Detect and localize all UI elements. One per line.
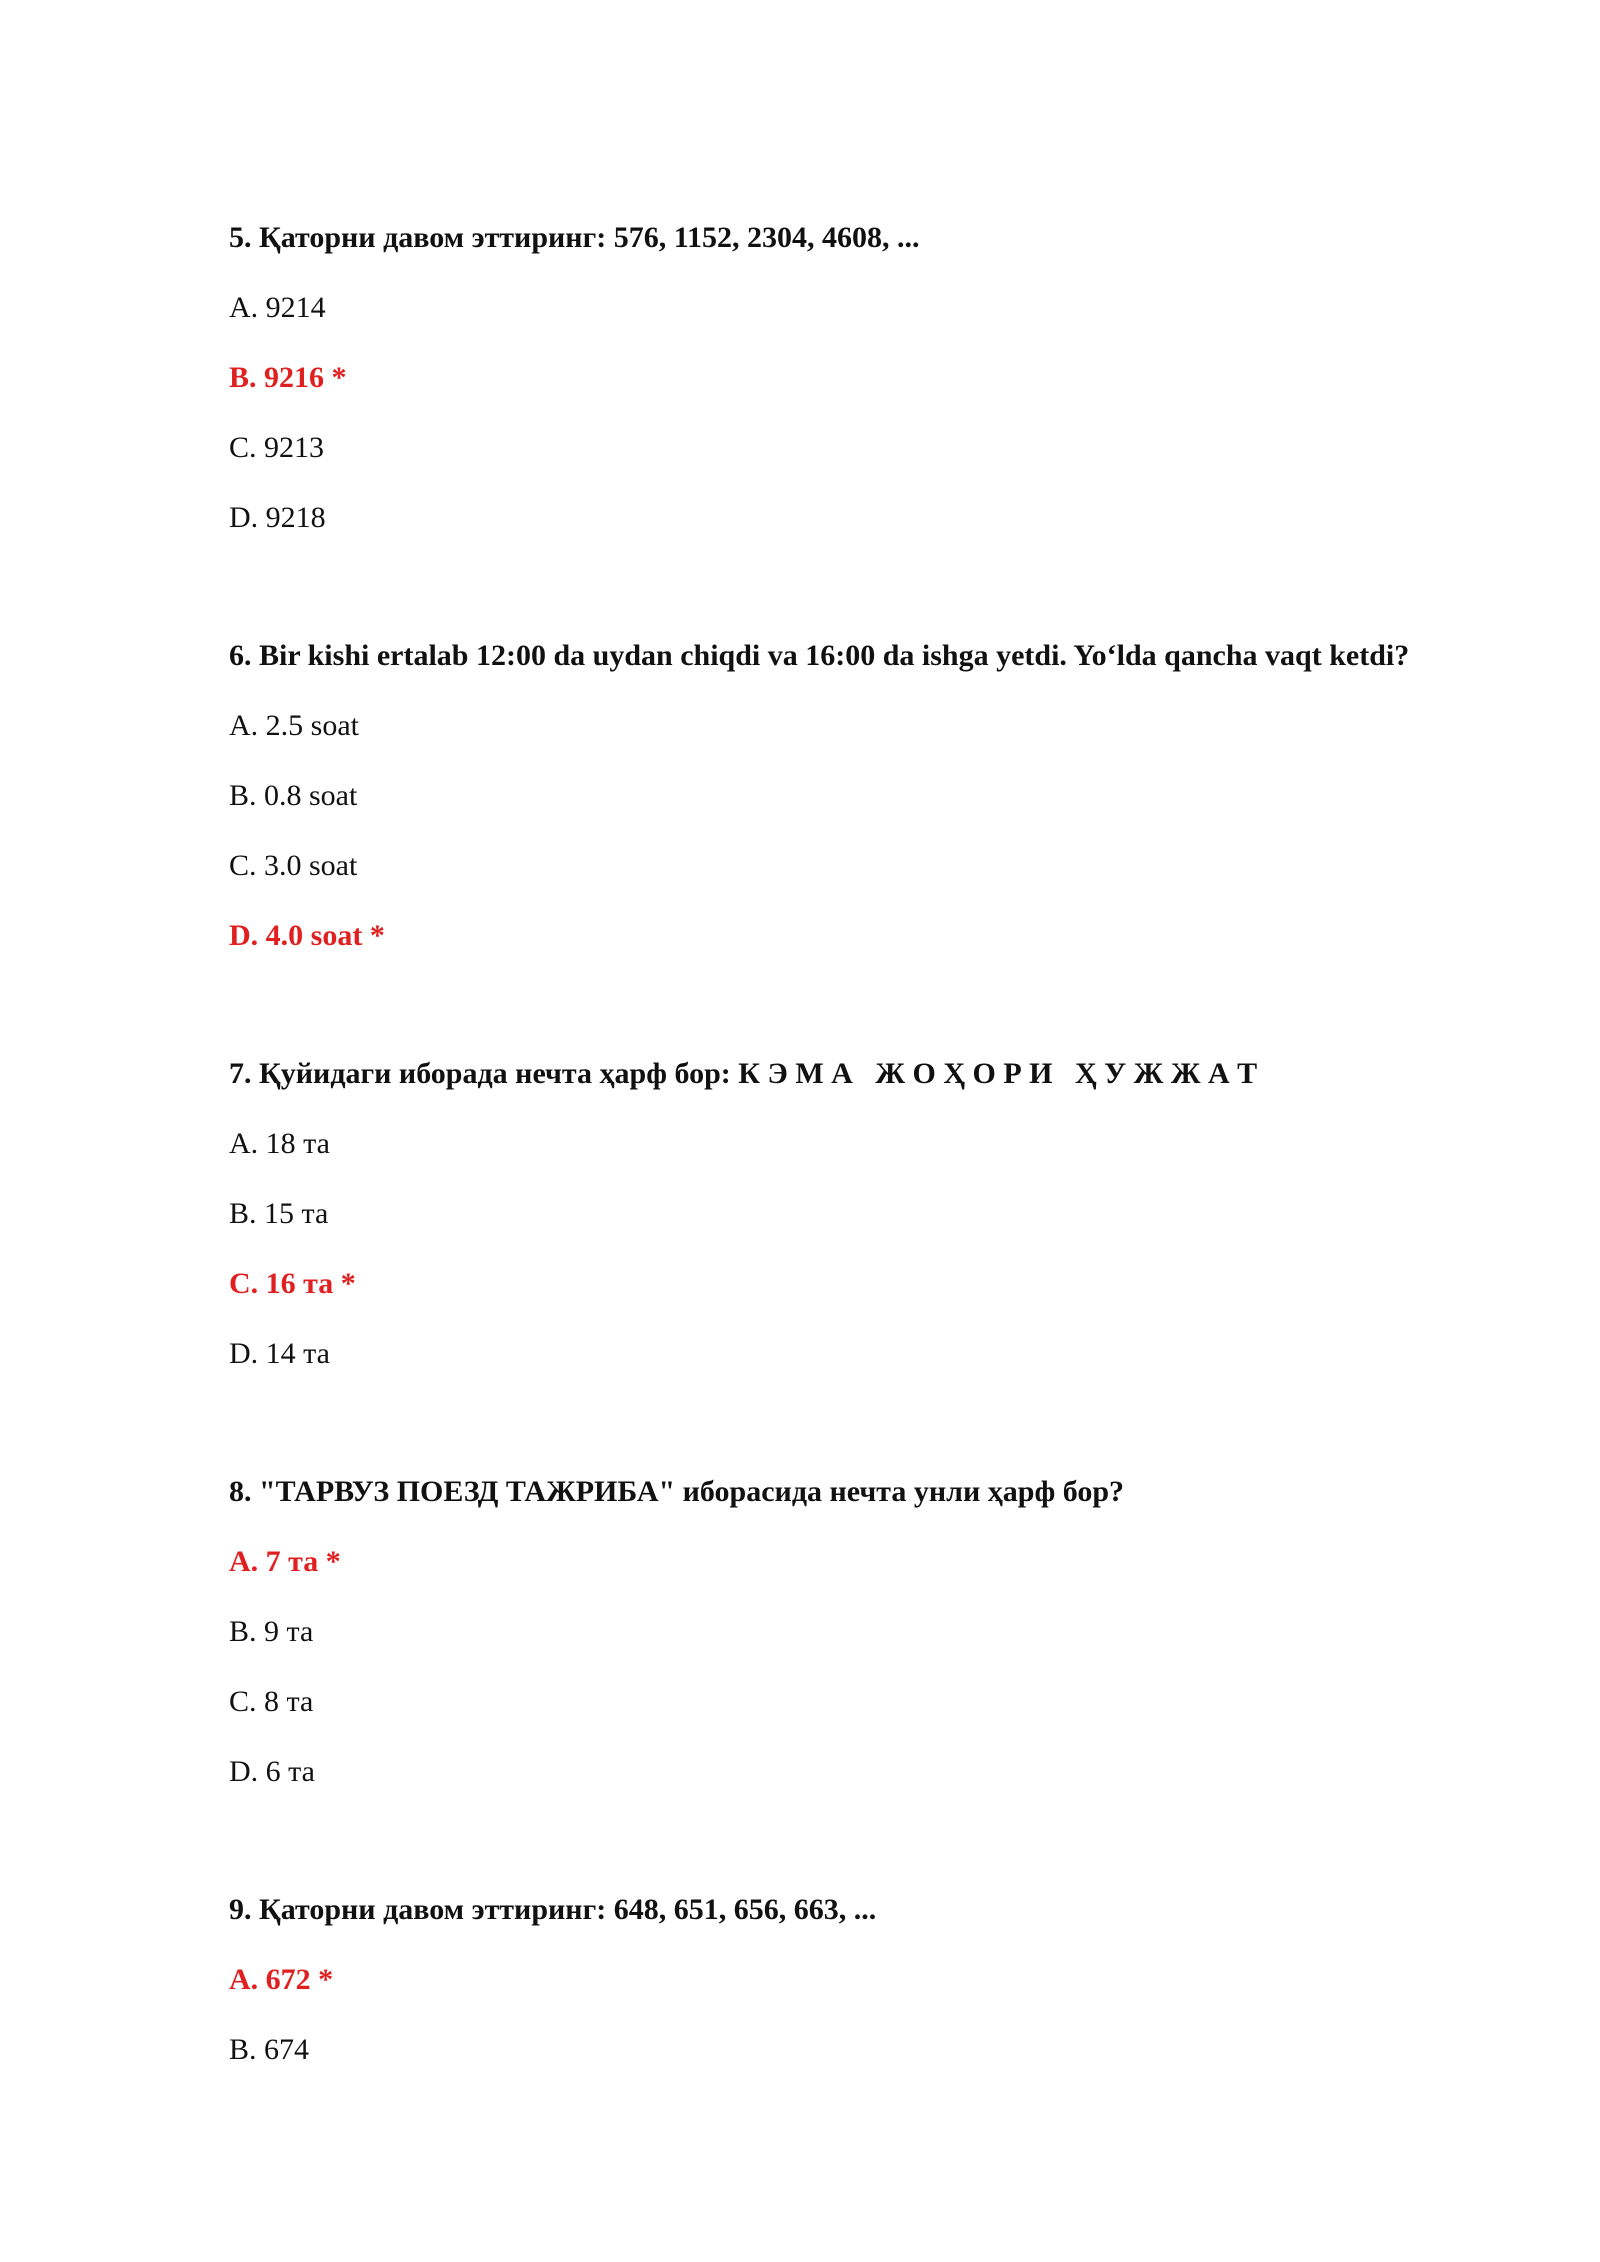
option-b: B. 0.8 soat — [229, 779, 358, 812]
option-c: C. 8 та — [229, 1685, 314, 1718]
option-a: A. 7 та * — [229, 1545, 341, 1578]
option-c: C. 9213 — [229, 431, 325, 464]
question-text: 6. Bir kishi ertalab 12:00 da uydan chiqdi va 16:00 da ishga yetdi. Yo‘lda qancha vaqt ketdi? — [229, 639, 1410, 672]
option-c: C. 3.0 soat — [229, 849, 358, 882]
option-a: A. 18 та — [229, 1127, 330, 1160]
option-b: B. 9216 * — [229, 361, 347, 394]
document-page — [229, 216, 1429, 2072]
option-d: D. 14 та — [229, 1337, 330, 1370]
option-b: B. 15 та — [229, 1197, 329, 1230]
spacer — [229, 1376, 1429, 1470]
question-7 — [229, 1052, 1429, 1376]
question-5 — [229, 216, 1429, 540]
question-6 — [229, 634, 1429, 958]
option-b: B. 674 — [229, 2033, 310, 2066]
spacer — [229, 540, 1429, 634]
question-text: 5. Қаторни давом эттиринг: 576, 1152, 2304, 4608, ... — [229, 221, 920, 254]
spacer — [229, 1794, 1429, 1888]
question-text: 7. Қуйидаги иборада нечта ҳарф бор: К Э М А Ж О Ҳ О Р И Ҳ У Ж Ж А Т — [229, 1057, 1258, 1090]
option-a: A. 672 * — [229, 1963, 334, 1996]
option-d: D. 9218 — [229, 501, 326, 534]
option-a: A. 9214 — [229, 291, 326, 324]
question-text: 9. Қаторни давом эттиринг: 648, 651, 656, 663, ... — [229, 1893, 877, 1926]
option-c: C. 16 та * — [229, 1267, 356, 1300]
option-b: B. 9 та — [229, 1615, 314, 1648]
spacer — [229, 958, 1429, 1052]
option-d: D. 4.0 soat * — [229, 919, 385, 952]
option-d: D. 6 та — [229, 1755, 315, 1788]
option-a: A. 2.5 soat — [229, 709, 359, 742]
question-text: 8. "ТАРВУЗ ПОЕЗД ТАЖРИБА" иборасида нечта унли ҳарф бор? — [229, 1475, 1125, 1508]
question-8 — [229, 1470, 1429, 1794]
question-9 — [229, 1888, 1429, 2072]
